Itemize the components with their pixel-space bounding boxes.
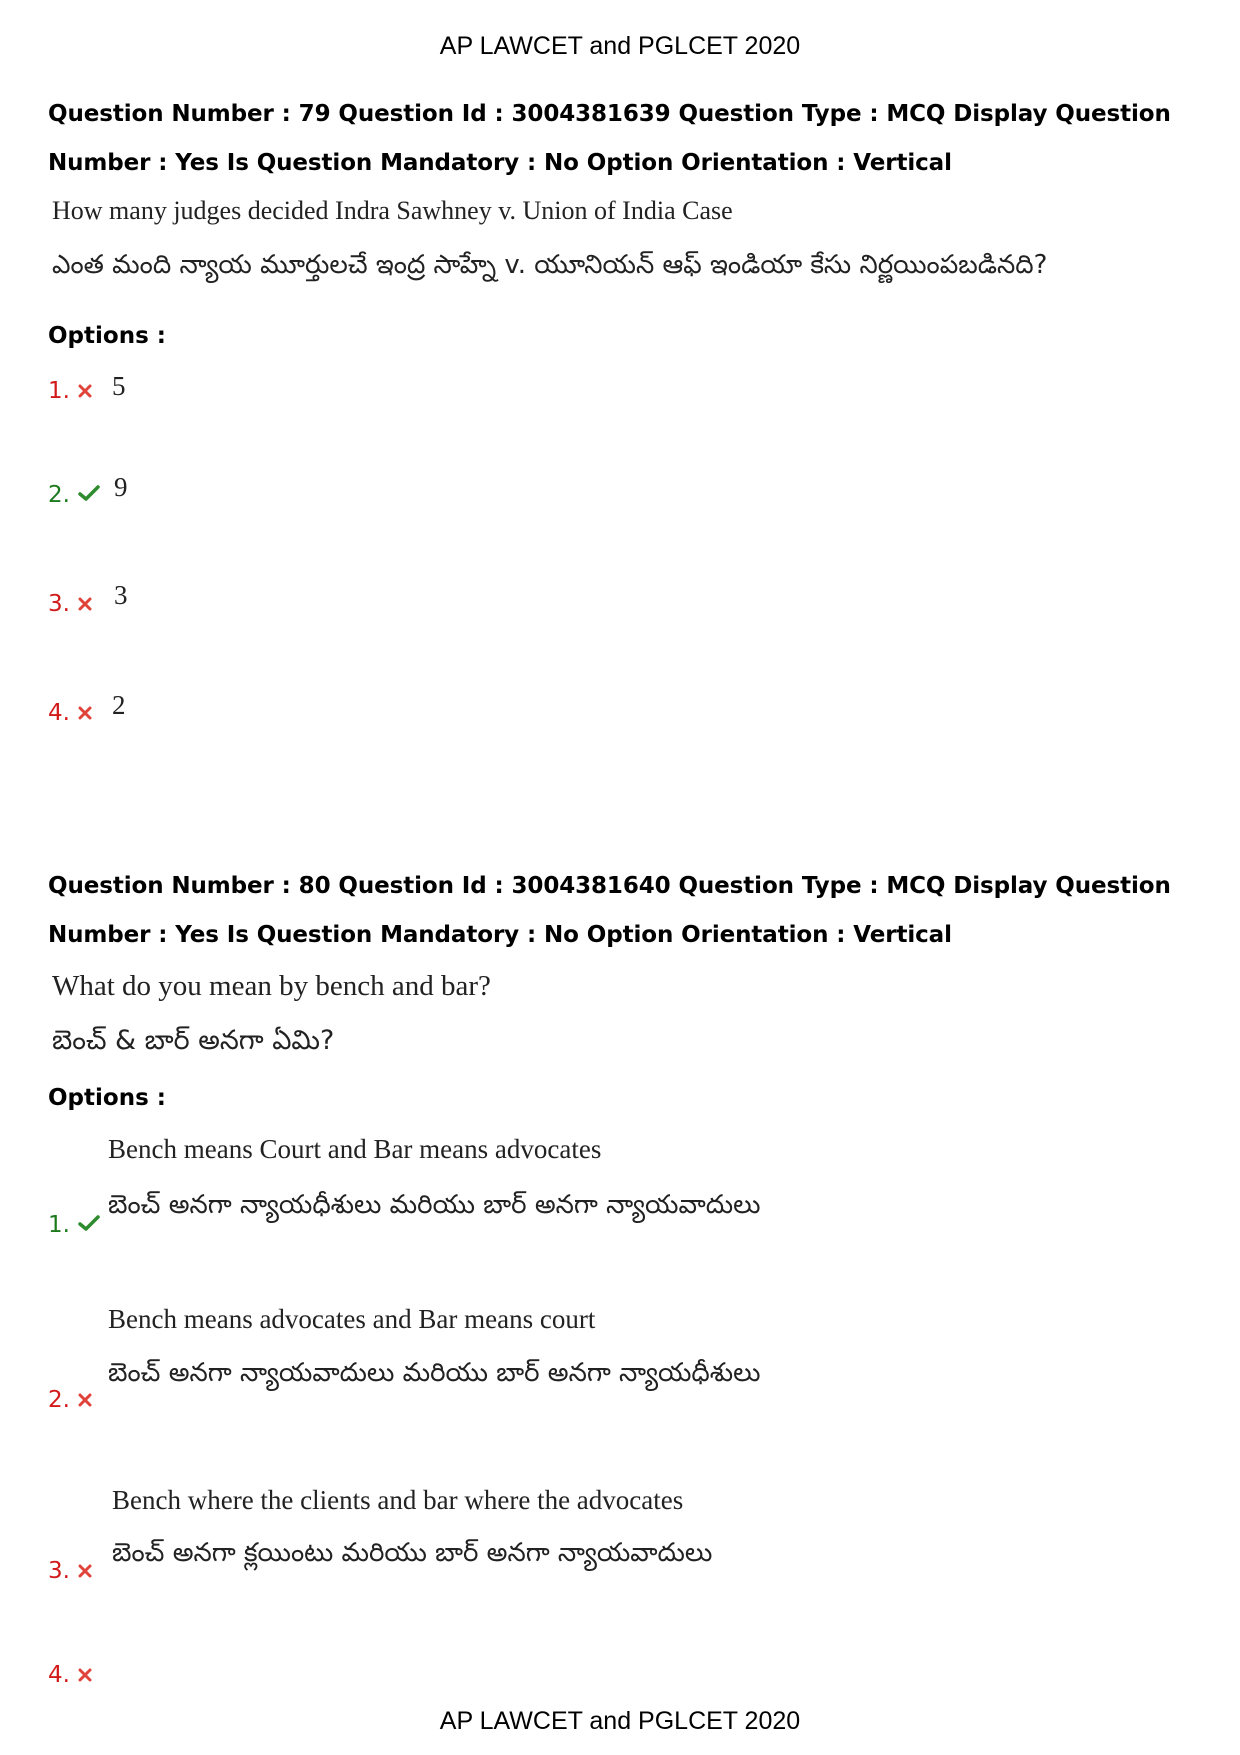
cross-icon <box>78 378 92 404</box>
question-meta-line-1: Question Number : 80 Question Id : 3004381640 Question Type : MCQ Display Question <box>48 873 1171 899</box>
option-number: 2. <box>48 1387 70 1413</box>
q79-option-1-text: 5 <box>112 371 126 401</box>
question-79-stem-telugu: ఎంత మంది న్యాయ మూర్తులచే ఇంద్ర సాహ్నే v. యూనియన్ ఆఫ్ ఇండియా కేసు నిర్ణయింపబడినది? <box>52 250 1048 280</box>
question-79-meta <box>48 90 1198 188</box>
q80-option-2-number <box>48 1387 92 1413</box>
cross-icon <box>78 1558 92 1584</box>
option-number: 2. <box>48 482 70 508</box>
question-79-options-label: Options : <box>48 323 166 349</box>
check-icon <box>78 1212 100 1238</box>
question-meta-line-1: Question Number : 79 Question Id : 3004381639 Question Type : MCQ Display Question <box>48 101 1171 127</box>
q79-option-3-text: 3 <box>114 580 128 610</box>
question-meta-line-2: Number : Yes Is Question Mandatory : No Option Orientation : Vertical <box>48 922 952 948</box>
option-number: 3. <box>48 1558 70 1584</box>
q79-option-4-number <box>48 700 92 726</box>
question-80-options-label: Options : <box>48 1085 166 1111</box>
cross-icon <box>78 700 92 726</box>
q80-option-3-text-english: Bench where the clients and bar where the advocates <box>112 1485 684 1515</box>
option-number: 3. <box>48 591 70 617</box>
q79-option-3-number <box>48 591 92 617</box>
option-number: 4. <box>48 700 70 726</box>
page-footer: AP LAWCET and PGLCET 2020 <box>439 1707 801 1735</box>
q80-option-3-text-telugu: బెంచ్ అనగా క్లయింటు మరియు బార్ అనగా న్యాయవాదులు <box>112 1538 713 1568</box>
page-header: AP LAWCET and PGLCET 2020 <box>439 32 801 60</box>
question-80-meta <box>48 862 1198 960</box>
option-number: 4. <box>48 1662 70 1688</box>
q80-option-1-number <box>48 1212 100 1238</box>
q79-option-2-text: 9 <box>114 472 128 502</box>
q79-option-4-text: 2 <box>112 690 126 720</box>
q80-option-2-text-telugu: బెంచ్ అనగా న్యాయవాదులు మరియు బార్ అనగా న్యాయధీశులు <box>108 1358 761 1388</box>
cross-icon <box>78 1662 92 1688</box>
cross-icon <box>78 1387 92 1413</box>
question-meta-line-2: Number : Yes Is Question Mandatory : No Option Orientation : Vertical <box>48 150 952 176</box>
check-icon <box>78 482 100 508</box>
cross-icon <box>78 591 92 617</box>
option-number: 1. <box>48 1212 70 1238</box>
q80-option-2-text-english: Bench means advocates and Bar means court <box>108 1304 596 1334</box>
q80-option-1-text-telugu: బెంచ్ అనగా న్యాయధీశులు మరియు బార్ అనగా న్యాయవాదులు <box>108 1190 761 1220</box>
option-number: 1. <box>48 378 70 404</box>
q79-option-1-number <box>48 378 92 404</box>
q80-option-4-number <box>48 1662 92 1688</box>
q80-option-1-text-english: Bench means Court and Bar means advocates <box>108 1134 602 1164</box>
question-80-stem-telugu: బెంచ్ & బార్ అనగా ఏమి? <box>52 1025 335 1056</box>
q79-option-2-number <box>48 482 100 508</box>
q80-option-3-number <box>48 1558 92 1584</box>
question-80-stem-english: What do you mean by bench and bar? <box>52 970 491 1002</box>
question-79-stem-english: How many judges decided Indra Sawhney v. Union of India Case <box>52 196 733 225</box>
